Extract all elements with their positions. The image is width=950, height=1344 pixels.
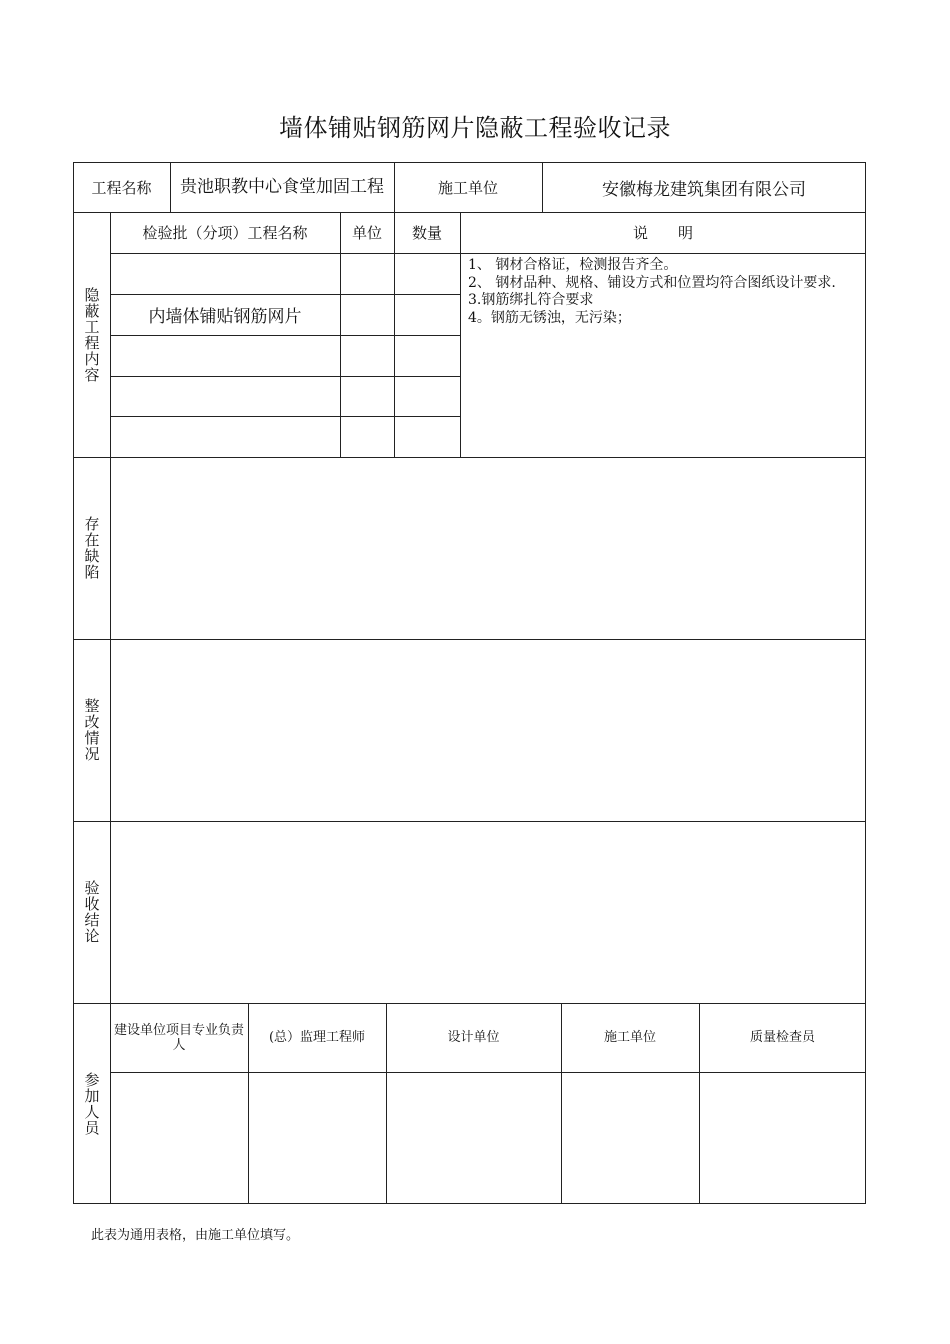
- note-line: 2、 钢材品种、规格、铺设方式和位置均符合图纸设计要求.: [468, 274, 836, 291]
- note-line: 3.钢筋绑扎符合要求: [468, 292, 594, 308]
- work-item-name: [110, 376, 340, 416]
- col-divider: [170, 162, 171, 212]
- project-name-value: 贵池职教中心食堂加固工程: [180, 177, 384, 197]
- defects-content: [110, 457, 866, 639]
- work-item-name: 内墙体铺贴钢筋网片: [148, 307, 302, 327]
- defects-label: 存在缺陷: [82, 516, 101, 580]
- participant-role: 建设单位项目专业负责人: [114, 1022, 245, 1053]
- hidden-works-section-label: 隐蔽工程内容: [82, 286, 101, 383]
- participant-role: 设计单位: [447, 1030, 500, 1045]
- rectification-label: 整改情况: [82, 698, 101, 762]
- rectification-content: [110, 639, 866, 821]
- page-title: 墙体铺贴钢筋网片隐蔽工程验收记录: [279, 114, 671, 142]
- column-header-notes: 说 明: [632, 224, 693, 242]
- work-item-name: [110, 416, 340, 457]
- note-line: 1、 钢材合格证，检测报告齐全。: [468, 257, 678, 273]
- contractor-value: 安徽梅龙建筑集团有限公司: [602, 179, 806, 200]
- participants-label: 参加人员: [82, 1071, 101, 1136]
- contractor-label: 施工单位: [437, 178, 498, 197]
- conclusion-label: 验收结论: [82, 880, 101, 944]
- inspection-notes: [468, 257, 860, 327]
- note-line: 4。钢筋无锈浊，无污染；: [468, 309, 631, 326]
- column-header-name: 检验批（分项）工程名称: [142, 224, 308, 242]
- row-divider: [110, 1072, 866, 1073]
- work-item-name: [110, 335, 340, 376]
- participant-role: 施工单位: [603, 1030, 656, 1045]
- footer-note: 此表为通用表格，由施工单位填写。: [91, 1228, 300, 1243]
- column-header-quantity: 数量: [411, 224, 442, 242]
- conclusion-content: [110, 821, 866, 1003]
- participant-role: 质量检查员: [749, 1030, 815, 1045]
- work-item-name: [110, 253, 340, 294]
- project-name-label: 工程名称: [91, 178, 152, 197]
- column-header-unit: 单位: [351, 224, 382, 242]
- participant-role: (总）监理工程师: [268, 1030, 366, 1045]
